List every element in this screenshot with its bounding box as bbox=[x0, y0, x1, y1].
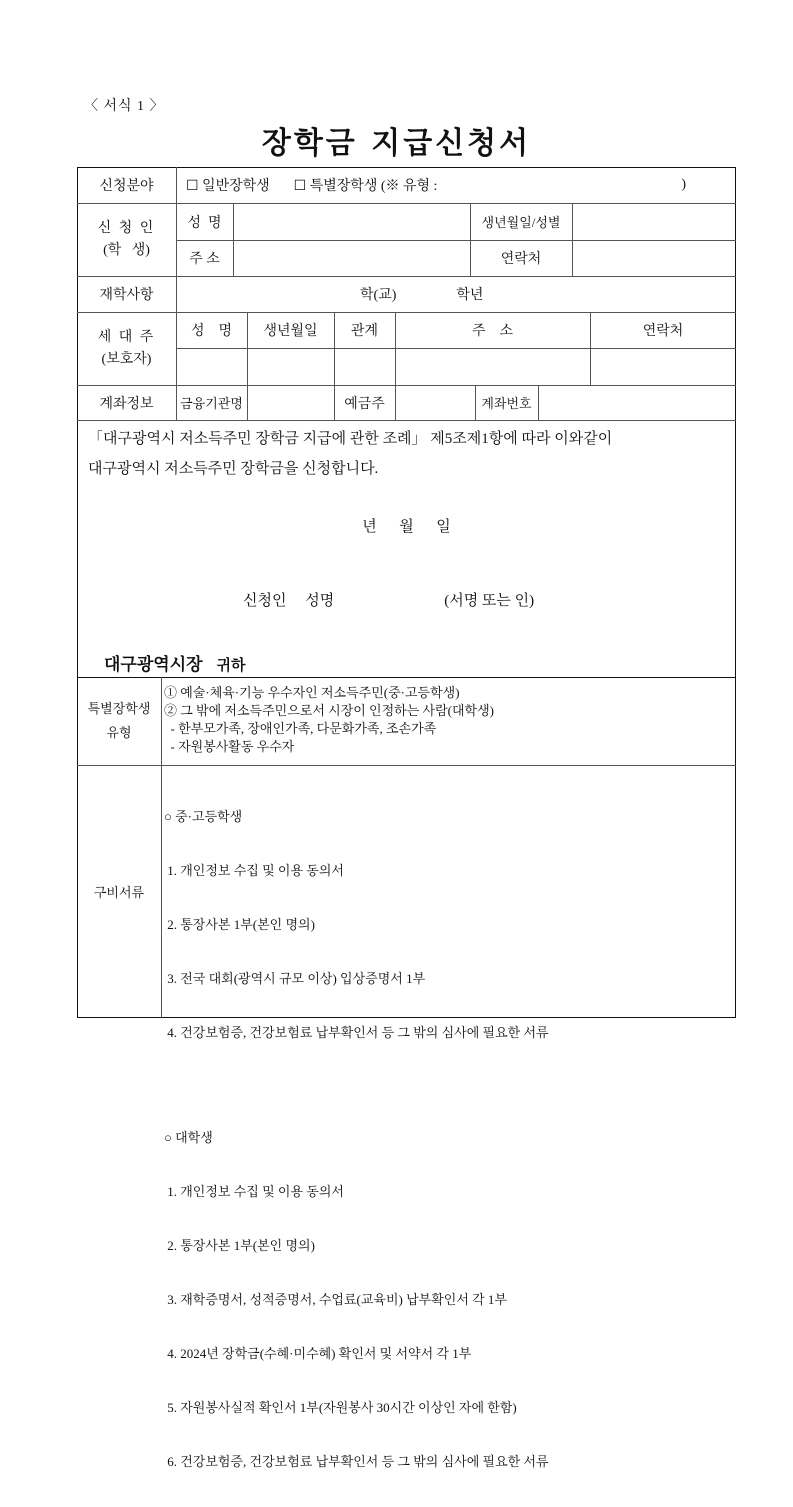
household-col-contact: 연락처 bbox=[642, 324, 684, 339]
special-types-label-line2: 유형 bbox=[106, 725, 132, 740]
category-options bbox=[186, 167, 686, 203]
category-label: 신청분야 bbox=[99, 179, 154, 194]
category-close-paren: ) bbox=[681, 177, 686, 192]
divider bbox=[77, 765, 736, 766]
sign-hint: (서명 또는 인) bbox=[444, 592, 535, 609]
household-label-line1: 세 대 주 bbox=[97, 329, 156, 345]
page-title: 장학금 지급신청서 bbox=[261, 126, 532, 161]
documents-middle-high bbox=[164, 772, 732, 1078]
applicant-name-label: 성 명 bbox=[187, 215, 222, 231]
documents-lists bbox=[164, 772, 732, 1507]
document-item: 1. 개인정보 수집 및 이용 동의서 bbox=[164, 863, 344, 878]
bank-name-field[interactable] bbox=[247, 385, 334, 420]
recipient-suffix: 귀하 bbox=[216, 656, 246, 674]
household-contact-field[interactable] bbox=[590, 348, 736, 385]
signature-row bbox=[243, 584, 534, 614]
divider bbox=[161, 677, 162, 1018]
document-item: 1. 개인정보 수집 및 이용 동의서 bbox=[164, 1184, 344, 1199]
household-address-field[interactable] bbox=[395, 348, 590, 385]
account-holder-field[interactable] bbox=[395, 385, 475, 420]
document-item: 3. 전국 대회(광역시 규모 이상) 입상증명서 1부 bbox=[164, 971, 426, 986]
declaration-line1: 「대구광역시 저소득주민 장학금 지급에 관한 조례」 제5조제1항에 따라 이와같이 bbox=[88, 431, 613, 447]
applicant-name-field[interactable] bbox=[233, 203, 470, 240]
applicant-label bbox=[77, 203, 176, 276]
household-label-line2: (보호자) bbox=[101, 351, 152, 367]
document-item: 2. 통장사본 1부(본인 명의) bbox=[164, 917, 315, 932]
form-number-label: 〈 서식 1 〉 bbox=[84, 99, 165, 114]
special-types-label bbox=[77, 677, 161, 765]
enrollment-field[interactable] bbox=[176, 276, 736, 312]
special-types-label-line1: 특별장학생 bbox=[87, 701, 151, 716]
document-item: 4. 건강보험증, 건강보험료 납부확인서 등 그 밖의 심사에 필요한 서류 bbox=[164, 1025, 549, 1040]
household-col-name: 성 명 bbox=[190, 324, 233, 339]
applicant-contact-label: 연락처 bbox=[500, 252, 542, 267]
applicant-address-label: 주 소 bbox=[189, 252, 220, 267]
documents-heading: ○ 대학생 bbox=[164, 1130, 213, 1145]
bank-name-label: 금융기관명 bbox=[180, 396, 243, 411]
recipient-name: 대구광역시장 bbox=[104, 655, 203, 675]
documents-heading: ○ 중·고등학생 bbox=[164, 809, 243, 824]
signer-label: 신청인 성명 bbox=[243, 592, 335, 609]
applicant-label-line1: 신 청 인 bbox=[97, 220, 156, 236]
grade-suffix: 학년 bbox=[456, 288, 484, 303]
account-holder-label: 예금주 bbox=[344, 396, 385, 412]
special-type-item: ② 그 밖에 저소득주민으로서 시장이 인정하는 사람(대학생) bbox=[164, 703, 494, 718]
household-birth-field[interactable] bbox=[247, 348, 334, 385]
household-relation-field[interactable] bbox=[334, 348, 395, 385]
household-col-relation: 관계 bbox=[350, 324, 379, 339]
declaration-line2: 대구광역시 저소득주민 장학금을 신청합니다. bbox=[88, 461, 379, 477]
recipient bbox=[104, 650, 246, 675]
special-types-list bbox=[164, 684, 732, 756]
special-scholarship-checkbox[interactable]: ☐ 특별장학생 (※ 유형 : bbox=[293, 179, 438, 194]
applicant-contact-field[interactable] bbox=[572, 240, 736, 276]
household-col-birth: 생년월일 bbox=[263, 324, 318, 339]
household-col-address: 주 소 bbox=[471, 324, 514, 339]
school-suffix: 학(교) bbox=[360, 288, 397, 303]
account-number-field[interactable] bbox=[538, 385, 736, 420]
special-type-item: - 한부모가족, 장애인가족, 다문화가족, 조손가족 bbox=[164, 721, 437, 736]
general-scholarship-checkbox[interactable]: ☐ 일반장학생 bbox=[186, 179, 270, 194]
documents-label: 구비서류 bbox=[93, 885, 145, 900]
special-type-item: - 자원봉사활동 우수자 bbox=[164, 739, 295, 754]
divider bbox=[77, 420, 736, 421]
document-item: 2. 통장사본 1부(본인 명의) bbox=[164, 1238, 315, 1253]
document-item: 3. 재학증명서, 성적증명서, 수업료(교육비) 납부확인서 각 1부 bbox=[164, 1292, 507, 1307]
special-type-item: ① 예술·체육·기능 우수자인 저소득주민(중·고등학생) bbox=[164, 685, 460, 700]
document-item: 4. 2024년 장학금(수혜·미수혜) 확인서 및 서약서 각 1부 bbox=[164, 1346, 472, 1361]
applicant-label-line2: (학 생) bbox=[103, 242, 150, 258]
applicant-birth-label: 생년월일/성별 bbox=[481, 215, 561, 230]
household-label bbox=[77, 312, 176, 385]
account-number-label: 계좌번호 bbox=[481, 396, 532, 411]
applicant-address-field[interactable] bbox=[233, 240, 470, 276]
document-item: 5. 자원봉사실적 확인서 1부(자원봉사 30시간 이상인 자에 한함) bbox=[164, 1400, 517, 1415]
document-item: 6. 건강보험증, 건강보험료 납부확인서 등 그 밖의 심사에 필요한 서류 bbox=[164, 1454, 549, 1469]
documents-university bbox=[164, 1093, 732, 1507]
date-line[interactable]: 년 월 일 bbox=[362, 519, 451, 535]
applicant-birth-field[interactable] bbox=[572, 203, 736, 240]
enrollment-label: 재학사항 bbox=[99, 288, 154, 303]
household-name-field[interactable] bbox=[176, 348, 247, 385]
declaration-text bbox=[88, 424, 728, 484]
account-label: 계좌정보 bbox=[99, 396, 154, 412]
